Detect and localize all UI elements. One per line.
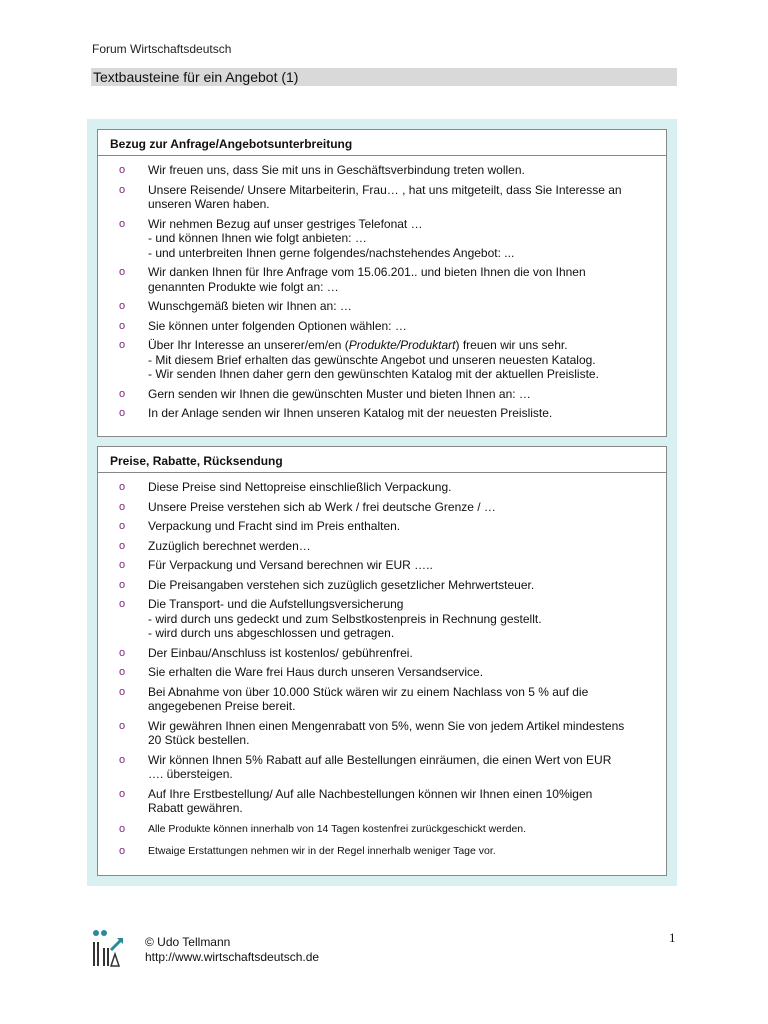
list-item: o Die Transport- und die Aufstellungsversicherung - wird durch uns gedeckt und zum Selbstkostenpreis in Rechnung gestellt. - wird durch uns abgeschlossen und getragen. xyxy=(119,597,542,640)
list-item: o Unsere Preise verstehen sich ab Werk / frei deutsche Grenze / … xyxy=(119,499,496,514)
bullet-icon: o xyxy=(119,685,126,698)
list-item: o Sie können unter folgenden Optionen wählen: … xyxy=(119,318,407,333)
list-item: o Etwaige Erstattungen nehmen wir in der Regel innerhalb weniger Tage vor. xyxy=(119,845,496,857)
bullet-icon: o xyxy=(119,559,126,571)
list-item: o Wir gewähren Ihnen einen Mengenrabatt von 5%, wenn Sie von jedem Artikel mindestens 20 Stück bestellen. xyxy=(119,718,625,747)
list-item: o Wir freuen uns, dass Sie mit uns in Geschäftsverbindung treten wollen. xyxy=(119,163,525,177)
list-item: o In der Anlage senden wir Ihnen unseren Katalog mit der neuesten Preisliste. xyxy=(119,406,553,420)
list-item: o Wir können Ihnen 5% Rabatt auf alle Bestellungen einräumen, die einen Wert von EUR …. übersteigen. xyxy=(119,752,612,781)
bullet-icon: o xyxy=(119,481,126,493)
forum-label: Forum Wirtschaftsdeutsch xyxy=(92,42,232,56)
list-item: o Über Ihr Interesse an unserer/em/en (Produkte/Produktart) freuen wir uns sehr. - Mit diesem Brief erhalten das gewünschte Angebot und unseren neuesten Katalog. - Wir senden Ihnen daher gern den gewünschten Katalog mit der aktuellen Preisliste. xyxy=(119,338,599,381)
bullet-icon: o xyxy=(119,845,126,857)
bullet-icon: o xyxy=(119,183,126,196)
list-item: o Diese Preise sind Nettopreise einschließlich Verpackung. xyxy=(119,480,452,494)
logo-icon xyxy=(91,928,125,968)
bullet-icon: o xyxy=(119,598,126,610)
copyright-text: © Udo Tellmann xyxy=(145,935,231,949)
footer-credits xyxy=(145,935,319,965)
page-title: Textbausteine für ein Angebot (1) xyxy=(91,68,677,86)
section-prices-discounts xyxy=(97,446,667,876)
bullet-icon: o xyxy=(119,787,126,800)
list-item: o Der Einbau/Anschluss ist kostenlos/ gebührenfrei. xyxy=(119,645,413,660)
bullet-icon: o xyxy=(119,339,126,351)
list-item: o Unsere Reisende/ Unsere Mitarbeiterin, Frau… , hat uns mitgeteilt, dass Sie Interesse an unseren Waren haben. xyxy=(119,182,622,211)
list-item: o Auf Ihre Erstbestellung/ Auf alle Nachbestellungen können wir Ihnen einen 10%igen Rabatt gewähren. xyxy=(119,786,593,815)
list-item: o Alle Produkte können innerhalb von 14 Tagen kostenfrei zurückgeschickt werden. xyxy=(119,822,527,835)
list-item: o Gern senden wir Ihnen die gewünschten Muster und bieten Ihnen an: … xyxy=(119,386,531,401)
bullet-icon: o xyxy=(119,164,126,176)
bullet-icon: o xyxy=(119,646,126,659)
bullet-icon: o xyxy=(119,520,126,532)
section-request-reference xyxy=(97,129,667,437)
bullet-icon: o xyxy=(119,387,126,400)
page-number: 1 xyxy=(669,930,676,945)
bullet-icon: o xyxy=(119,319,126,332)
bullet-icon: o xyxy=(119,300,126,312)
list-item: o Sie erhalten die Ware frei Haus durch unseren Versandservice. xyxy=(119,665,484,679)
bullet-icon: o xyxy=(119,217,126,230)
list-item: o Wir nehmen Bezug auf unser gestriges Telefonat … - und können Ihnen wie folgt anbieten: … - und unterbreiten Ihnen gerne folgendes/nachstehendes Angebot: ... xyxy=(119,216,515,260)
bullet-icon: o xyxy=(119,666,126,678)
list-item: o Bei Abnahme von über 10.000 Stück wären wir zu einem Nachlass von 5 % auf die angegebenen Preise bereit. xyxy=(119,684,589,713)
bullet-icon: o xyxy=(119,539,126,552)
list-item: o Wunschgemäß bieten wir Ihnen an: … xyxy=(119,299,352,313)
bullet-icon: o xyxy=(119,719,126,732)
bullet-icon: o xyxy=(119,578,126,591)
list-item: o Für Verpackung und Versand berechnen wir EUR ….. xyxy=(119,558,433,572)
list-item: o Zuzüglich berechnet werden… xyxy=(119,538,311,553)
section-heading: Preise, Rabatte, Rücksendung xyxy=(98,447,666,473)
list-item: o Verpackung und Fracht sind im Preis enthalten. xyxy=(119,519,401,533)
bullet-icon: o xyxy=(119,266,126,278)
section-heading: Bezug zur Anfrage/Angebotsunterbreitung xyxy=(98,130,666,156)
bullet-icon: o xyxy=(119,822,126,835)
bullet-icon: o xyxy=(119,500,126,513)
website-url: http://www.wirtschaftsdeutsch.de xyxy=(145,950,320,964)
bullet-icon: o xyxy=(119,753,126,766)
list-item: o Die Preisangaben verstehen sich zuzüglich gesetzlicher Mehrwertsteuer. xyxy=(119,577,535,592)
list-item: o Wir danken Ihnen für Ihre Anfrage vom 15.06.201.. und bieten Ihnen die von Ihnen genannten Produkte wie folgt an: … xyxy=(119,265,586,294)
bullet-icon: o xyxy=(119,407,126,419)
